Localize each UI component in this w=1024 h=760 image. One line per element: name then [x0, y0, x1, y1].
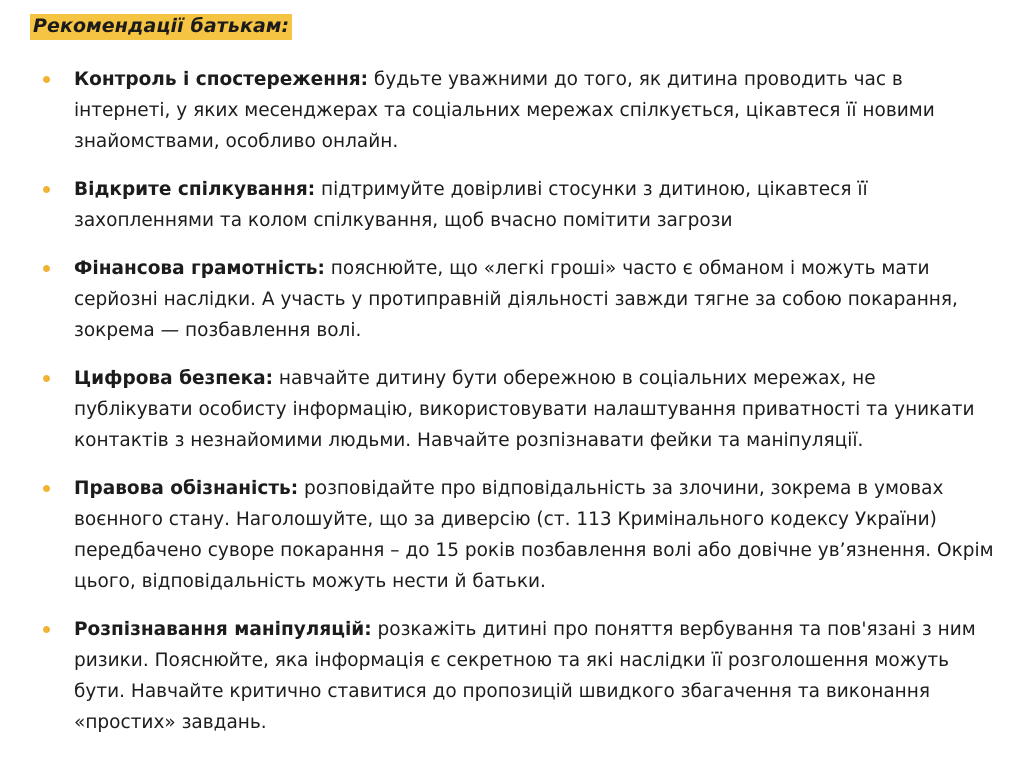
list-item-digital-safety	[30, 363, 994, 456]
bullet-dot-icon	[43, 76, 50, 83]
list-item-manipulation-recognition	[30, 614, 994, 738]
recommendations-list	[30, 64, 994, 738]
item-term: Відкрите спілкування:	[74, 179, 316, 200]
list-item-communication	[30, 174, 994, 236]
bullet-dot-icon	[43, 626, 50, 633]
item-text: розповідайте про відповідальність за злочини, зокрема в умовах воєнного стану. Наголошуйте, що за диверсію (ст. 113 Кримінального кодексу України) передбачено суворе покарання – до 15 років позбавлення волі або довічне ув’язнення. Окрім цього, відповідальність можуть нести й батьки.	[74, 478, 994, 592]
item-term: Контроль і спостереження:	[74, 69, 369, 90]
item-text: розкажіть дитині про поняття вербування та пов'язані з ним ризики. Пояснюйте, яка інформація є секретною та які наслідки її розголошення можуть бути. Навчайте критично ставитися до пропозицій швидкого збагачення та виконання «простих» завдань.	[74, 619, 976, 733]
item-text: навчайте дитину бути обережною в соціальних мережах, не публікувати особисту інформацію, використовувати налаштування приватності та уникати контактів з незнайомими людьми. Навчайте розпізнавати фейки та маніпуляції.	[74, 368, 975, 451]
heading-wrap	[30, 14, 994, 40]
list-item-legal-awareness	[30, 473, 994, 597]
item-term: Розпізнавання маніпуляцій:	[74, 619, 372, 640]
item-term: Цифрова безпека:	[74, 368, 274, 389]
section-heading: Рекомендації батькам:	[30, 14, 292, 40]
bullet-dot-icon	[43, 375, 50, 382]
item-term: Фінансова грамотність:	[74, 258, 325, 279]
bullet-dot-icon	[43, 485, 50, 492]
item-text: будьте уважними до того, як дитина проводить час в інтернеті, у яких месенджерах та соціальних мережах спілкується, цікавтеся її новими знайомствами, особливо онлайн.	[74, 69, 935, 152]
bullet-dot-icon	[43, 265, 50, 272]
item-text: підтримуйте довірливі стосунки з дитиною, цікавтеся її захопленнями та колом спілкування, щоб вчасно помітити загрози	[74, 179, 868, 231]
bullet-dot-icon	[43, 186, 50, 193]
item-term: Правова обізнаність:	[74, 478, 299, 499]
list-item-monitoring	[30, 64, 994, 157]
list-item-financial-literacy	[30, 253, 994, 346]
item-text: пояснюйте, що «легкі гроші» часто є обманом і можуть мати серйозні наслідки. А участь у протиправній діяльності завжди тягне за собою покарання, зокрема — позбавлення волі.	[74, 258, 958, 341]
